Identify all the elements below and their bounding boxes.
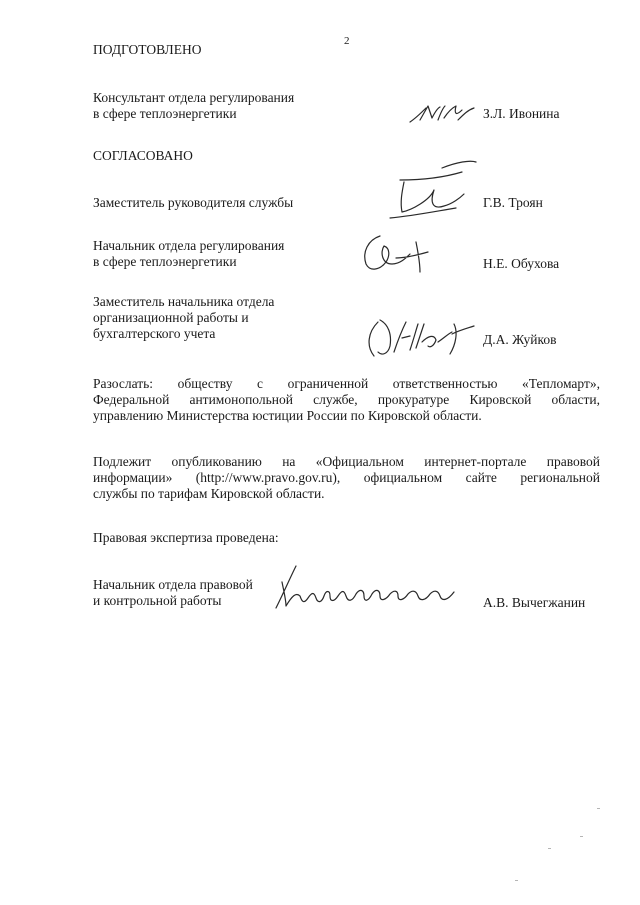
signer-name-3: Д.А. Жуйков — [483, 332, 557, 347]
signer-role-3 — [93, 294, 274, 342]
prepared-role — [93, 90, 294, 122]
paragraph-line: службы по тарифам Кировской области. — [93, 486, 325, 501]
legal-head-role — [93, 577, 253, 609]
prepared-heading: ПОДГОТОВЛЕНО — [93, 42, 202, 57]
paragraph-line: управлению Министерства юстиции России по Кировской области. — [93, 408, 482, 423]
role-line: в сфере теплоэнергетики — [93, 254, 237, 269]
role-line: Заместитель руководителя службы — [93, 195, 294, 210]
agreed-heading: СОГЛАСОВАНО — [93, 148, 193, 163]
scan-mark — [597, 808, 600, 809]
signature-ivonina — [408, 98, 478, 130]
paragraph-line: Федеральной антимонопольной службе, прокуратуре Кировской области, — [93, 392, 600, 407]
role-line: организационной работы и — [93, 310, 249, 325]
signer-role-1 — [93, 195, 293, 211]
paragraph-line: Подлежит опубликованию на «Официальном интернет-портале правовой — [93, 454, 600, 469]
legal-head-name: А.В. Вычегжанин — [483, 595, 586, 610]
signer-name-1: Г.В. Троян — [483, 195, 543, 210]
scan-mark — [548, 848, 551, 849]
scan-mark — [580, 836, 583, 837]
role-line: бухгалтерского учета — [93, 326, 216, 341]
signer-name-2: Н.Е. Обухова — [483, 256, 560, 271]
role-line: в сфере теплоэнергетики — [93, 106, 237, 121]
role-line: Начальник отдела правовой — [93, 577, 253, 592]
paragraph-line: информации» (http://www.pravo.gov.ru), официальном сайте региональной — [93, 470, 600, 485]
role-line: и контрольной работы — [93, 593, 222, 608]
role-line: Заместитель начальника отдела — [93, 294, 275, 309]
signature-vychegzhanin — [268, 562, 464, 612]
role-line: Консультант отдела регулирования — [93, 90, 295, 105]
publication-paragraph — [93, 454, 600, 502]
signer-role-2 — [93, 238, 284, 270]
role-line: Начальник отдела регулирования — [93, 238, 285, 253]
page-number: 2 — [344, 35, 350, 47]
signature-obukhova — [356, 228, 436, 278]
signature-zhuikov — [364, 312, 480, 364]
signature-troyan — [372, 158, 482, 226]
distribution-paragraph — [93, 376, 600, 424]
scan-mark — [515, 880, 518, 881]
paragraph-line: Разослать: обществу с ограниченной ответственностью «Тепломарт», — [93, 376, 600, 391]
legal-review-note: Правовая экспертиза проведена: — [93, 530, 279, 545]
prepared-name: З.Л. Ивонина — [483, 106, 560, 121]
